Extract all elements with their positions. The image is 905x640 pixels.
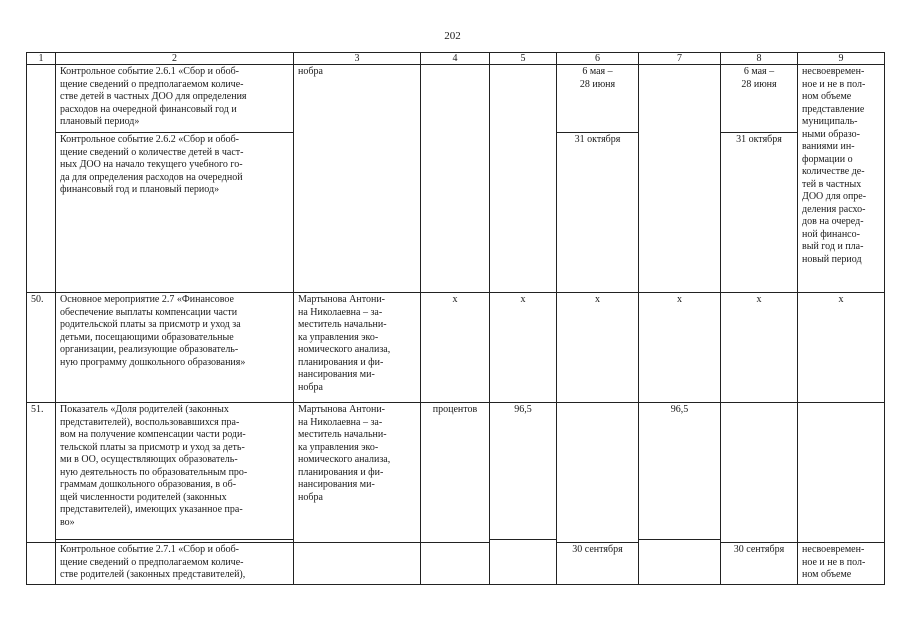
risk-cell: х [798, 293, 885, 403]
value-cell [639, 65, 721, 293]
date-end-cell: 6 мая – 28 июня [721, 65, 798, 133]
row-number-cell: 51. [27, 403, 56, 543]
page-number: 202 [444, 30, 461, 42]
header-cell: 4 [421, 53, 490, 65]
header-cell: 7 [639, 53, 721, 65]
table-row [27, 65, 885, 133]
header-row [27, 53, 885, 65]
unit-cell: х [421, 293, 490, 403]
unit-cell [421, 65, 490, 293]
table-row [27, 403, 885, 540]
risk-cell [798, 403, 885, 543]
plan-table [26, 52, 885, 585]
date-end-cell: х [721, 293, 798, 403]
header-cell: 6 [557, 53, 639, 65]
unit-cell: процентов [421, 403, 490, 543]
responsible-cell: Мартынова Антони- на Николаевна – за- меститель начальни- ка управления эко- номического анализа, планирования и фи- нансирования ми- нобра [294, 403, 421, 543]
date-start-cell: 6 мая – 28 июня [557, 65, 639, 133]
date-start-cell: х [557, 293, 639, 403]
row-number-cell: 50. [27, 293, 56, 403]
responsible-cell: нобра [294, 65, 421, 293]
risk-cell: несвоевремен- ное и не в пол- ном объеме [798, 543, 885, 585]
unit-cell [421, 543, 490, 585]
measure-description-cell: Основное мероприятие 2.7 «Финансовое обеспечение выплаты компенсации части родительской платы за присмотр и уход за детьми, посещающими образовательные организации, реализующие образователь- ную программу дошкольного образования» [56, 293, 294, 403]
table-row [27, 543, 885, 585]
value-cell [490, 65, 557, 293]
date-start-cell [557, 403, 639, 543]
table-row [27, 293, 885, 403]
date-end-cell: 30 сентября [721, 543, 798, 585]
value-cell: х [639, 293, 721, 403]
indicator-description-cell: Показатель «Доля родителей (законных представителей), воспользовавшихся пра- вом на получение компенсации части роди- тельской платы за присмотр и уход за деть- ми в ОО, осуществляющих образователь- ную деятельность по образовательным про- граммам дошкольного образования, в об- щей численности родителей (законных представителей), имеющих указанное пра- во» [56, 403, 294, 540]
responsible-cell: Мартынова Антони- на Николаевна – за- меститель начальни- ка управления эко- номического анализа, планирования и фи- нансирования ми- нобра [294, 293, 421, 403]
date-end-cell: 31 октября [721, 133, 798, 293]
row-number-cell [27, 65, 56, 293]
header-cell: 9 [798, 53, 885, 65]
value-cell: 96,5 [639, 403, 721, 540]
header-cell: 1 [27, 53, 56, 65]
event-description-cell: Контрольное событие 2.6.1 «Сбор и обоб- щение сведений о предполагаемом количе- стве детей в частных ДОО для определения расходов на очередной финансовый год и плановый период» [56, 65, 294, 133]
risk-cell: несвоевремен- ное и не в пол- ном объеме представление муниципаль- ными образо- ваниями ин- формации о количестве де- тей в частных ДОО для опре- деления расхо- дов на очеред- ной финансо- вый год и пла- новый период [798, 65, 885, 293]
header-cell: 5 [490, 53, 557, 65]
date-start-cell: 31 октября [557, 133, 639, 293]
value-cell: 96,5 [490, 403, 557, 540]
value-cell [490, 540, 557, 585]
event-description-cell: Контрольное событие 2.6.2 «Сбор и обоб- щение сведений о количестве детей в част- ных ДОО на начало текущего учебного го- да для определения расходов на очередной финансовый год и плановый период» [56, 133, 294, 293]
value-cell: х [490, 293, 557, 403]
responsible-cell [294, 543, 421, 585]
row-number-cell [27, 543, 56, 585]
date-start-cell: 30 сентября [557, 543, 639, 585]
header-cell: 3 [294, 53, 421, 65]
date-end-cell [721, 403, 798, 543]
header-cell: 8 [721, 53, 798, 65]
header-cell: 2 [56, 53, 294, 65]
value-cell [639, 540, 721, 585]
event-description-cell: Контрольное событие 2.7.1 «Сбор и обоб- щение сведений о предполагаемом количе- стве родителей (законных представителей), [56, 543, 294, 585]
